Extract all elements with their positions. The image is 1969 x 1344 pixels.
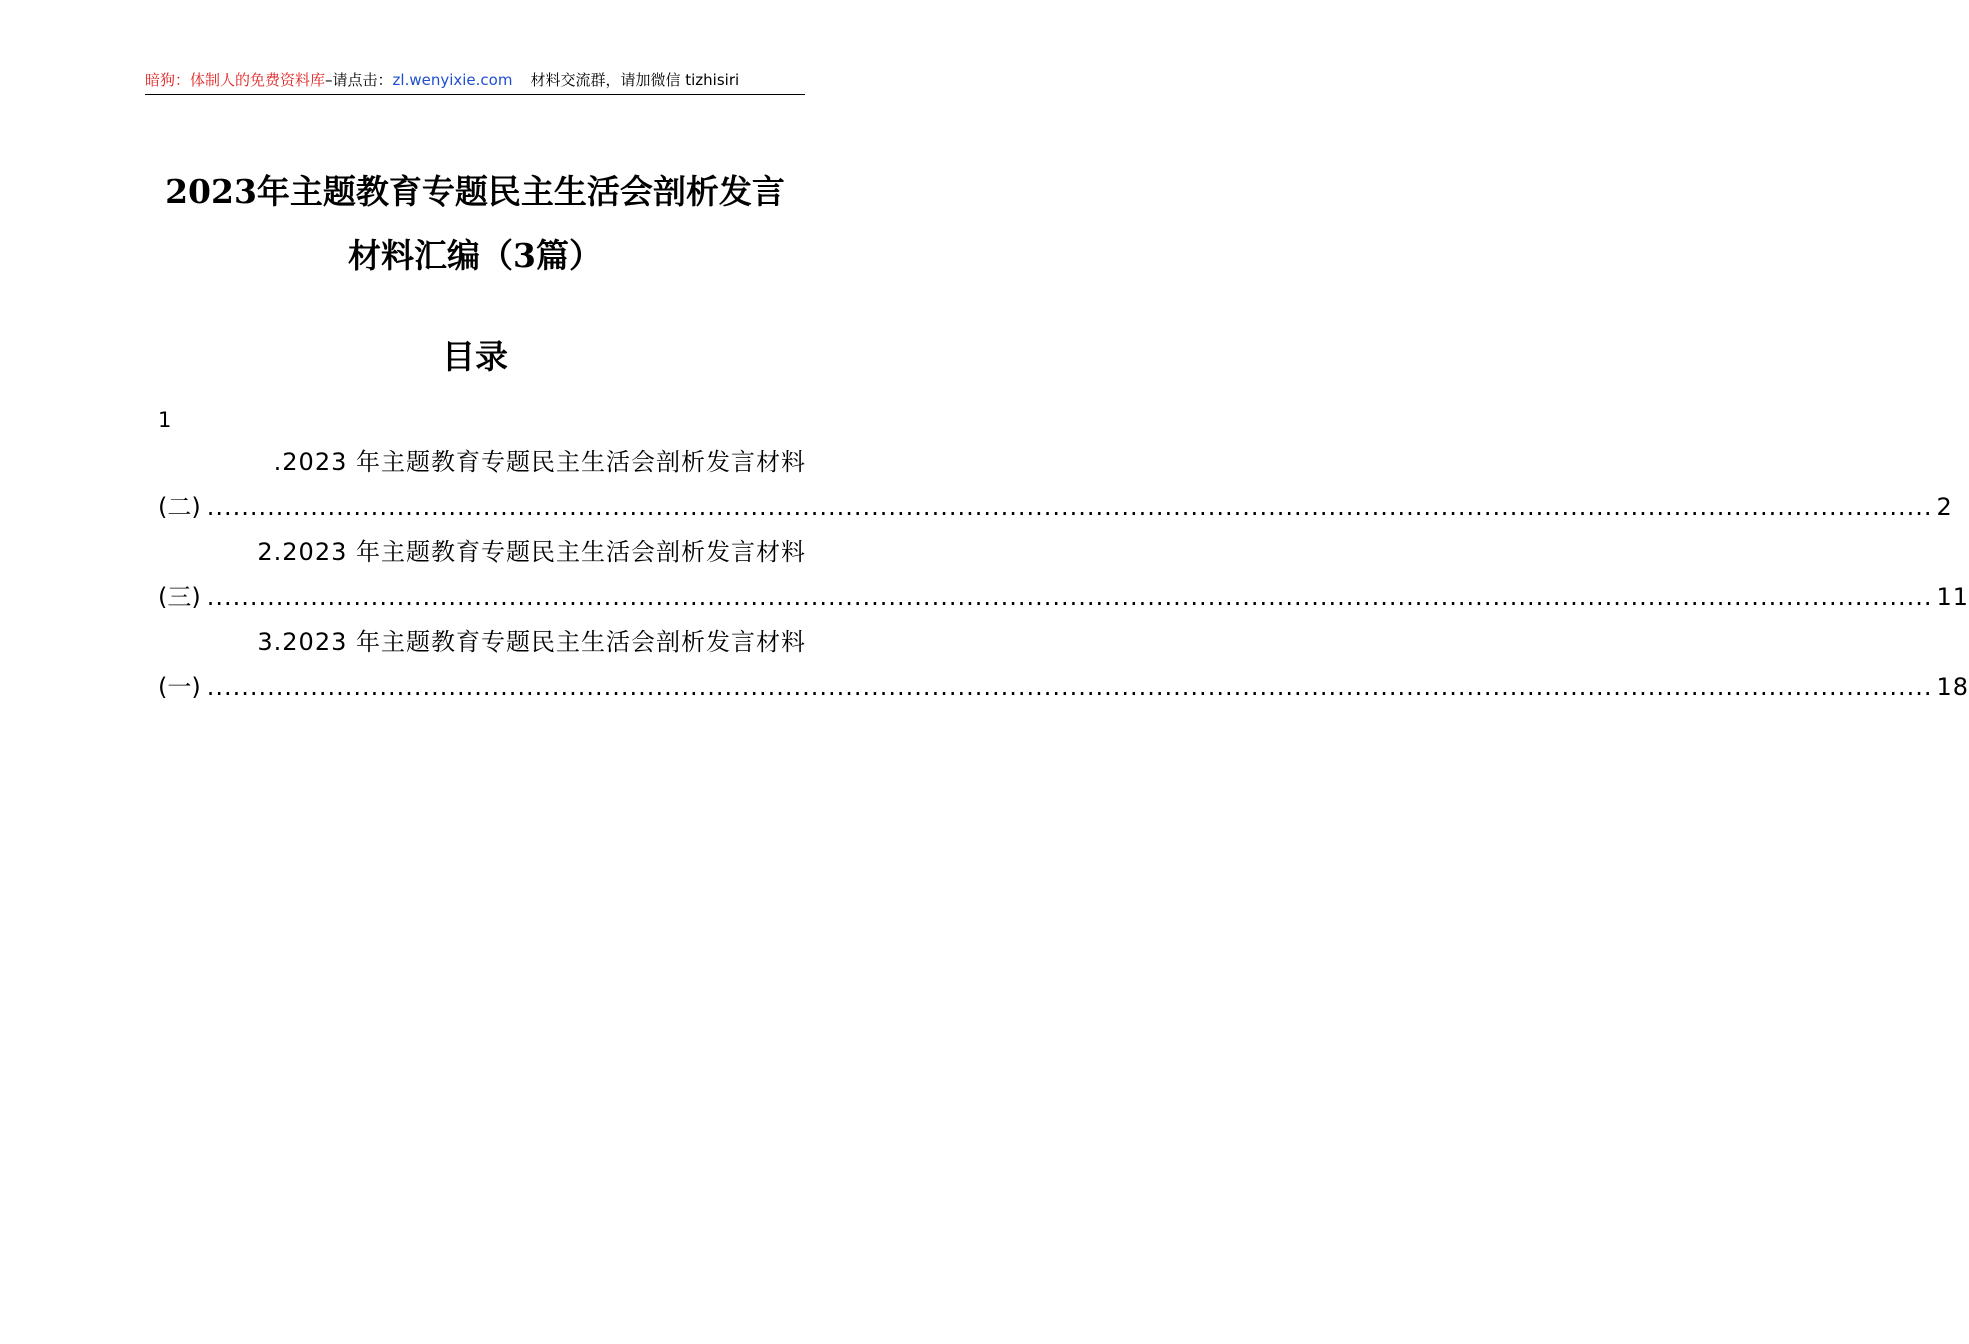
toc-first-number: 1 xyxy=(158,408,172,432)
toc-entry-suffix: (一) xyxy=(158,673,201,701)
page-header xyxy=(145,70,805,95)
toc-entry-title: 3.2023 年主题教育专题民主生活会剖析发言材料 xyxy=(257,628,806,656)
toc-entry-suffix: (三) xyxy=(158,583,201,611)
toc-entry-page: 11 xyxy=(1936,583,1969,611)
header-brand: 暗狗：体制人的免费资料库 xyxy=(145,71,326,89)
toc-heading: 目录 xyxy=(442,337,508,376)
title-line-2: 材料汇编（3篇） xyxy=(348,236,602,275)
toc-leader-dots: ........................................................................................................................................................................................................ xyxy=(206,583,1933,611)
toc-leader-dots: ........................................................................................................................................................................................................ xyxy=(206,673,1933,701)
title-line-1: 2023年主题教育专题民主生活会剖析发言 xyxy=(165,172,785,211)
header-prompt: –请点击： xyxy=(325,71,393,89)
toc-entry-suffix: (二) xyxy=(158,493,201,521)
toc-entry[interactable] xyxy=(158,440,1953,530)
header-url-link[interactable]: zl.wenyixie.com xyxy=(392,71,513,89)
toc-entry-page: 2 xyxy=(1936,493,1953,521)
toc-entry-page: 18 xyxy=(1936,673,1969,701)
toc-entry[interactable] xyxy=(158,620,1969,710)
toc-leader-dots: ........................................................................................................................................................................................................ xyxy=(206,493,1933,521)
toc-entry-title: 2.2023 年主题教育专题民主生活会剖析发言材料 xyxy=(257,538,806,566)
document-title xyxy=(145,160,805,288)
toc-entry-title: .2023 年主题教育专题民主生活会剖析发言材料 xyxy=(273,448,806,476)
toc-entry[interactable] xyxy=(158,530,1969,620)
header-contact: 材料交流群，请加微信 tizhisiri xyxy=(530,71,740,89)
table-of-contents xyxy=(158,400,1969,710)
